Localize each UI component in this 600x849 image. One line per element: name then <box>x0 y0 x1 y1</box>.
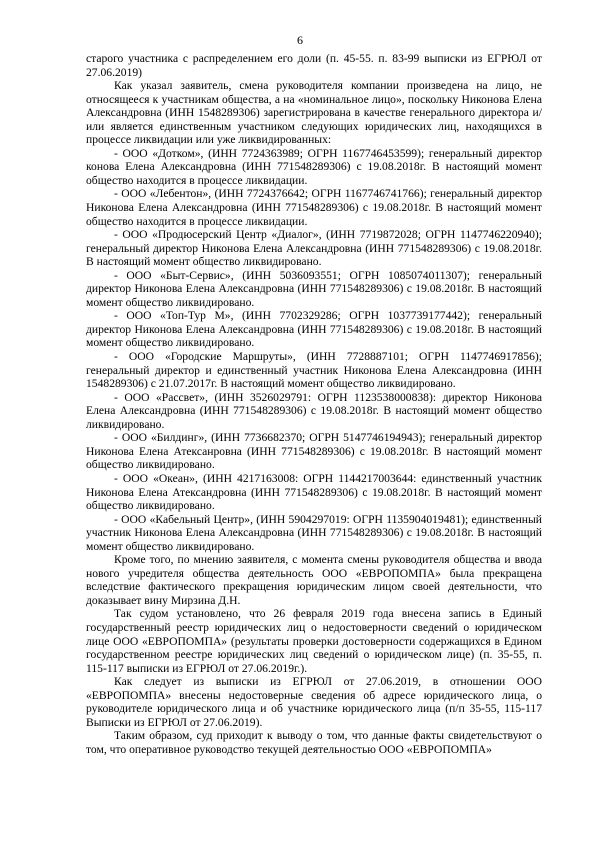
list-item-company: - ООО «Океан», (ИНН 4217163008: ОГРН 1144217003644: единственный участник Никонова Елена Атександровна (ИНН 771548289306) с 19.08.2018г. В настоящий момент общество ликвидировано. <box>86 471 542 513</box>
list-item-company: - ООО «Продюсерский Центр «Диалог», (ИНН 7719872028; ОГРН 1147746220940); генеральный директор Никонова Елена Александровна (ИНН 771548289306) с 19.08.2018г. В настоящий момент общество ликвидировано. <box>86 228 542 269</box>
list-item-company: - ООО «Городские Маршруты», (ИНН 7728887101; ОГРН 1147746917856); генеральный директор и единственный участник Никонова Елена Александровна (ИНН 1548289306) с 21.07.2017г. В настоящий момент общество ликвидировано. <box>86 350 542 391</box>
page-number: 6 <box>297 33 303 47</box>
list-item-company: - ООО «Рассвет», (ИНН 3526029791: ОГРН 1123538000838): директор Никонова Елена Александровна (ИНН 771548289306) с 19.08.2018г. В настоящий момент общество ликвидировано. <box>86 390 542 431</box>
list-item-company: - ООО «Быт-Сервис», (ИНН 5036093551; ОГРН 1085074011307); генеральный директор Никонова Елена Александровна (ИНН 771548289306) с 19.08.2018г. В настоящий момент общество ликвидировано. <box>86 268 542 309</box>
list-item-company: - ООО «Лебентон», (ИНН 7724376642; ОГРН 1167746741766); генеральный директор Никонова Елена Александровна (ИНН 771548289306) с 19.08.2018г. В настоящий момент общество находится в процессе ликвидации. <box>86 187 542 228</box>
list-item-company: - ООО «Кабельный Центр», (ИНН 5904297019: ОГРН 1135904019481); единственный участник Никонова Елена Александровна (ИНН 771548289306) с 19.08.2018г. В настоящий момент общество ликвидировано. <box>86 512 542 553</box>
paragraph-claimant-opinion: Кроме того, по мнению заявителя, с момента смены руководителя общества и ввода нового учредителя общества деятельность ООО «ЕВРОПОМПА» была прекращена вследствие фактического прекращения юридическим лицом своей деятельности, что доказывает вину Мирзина Д.Н. <box>86 553 542 607</box>
paragraph-continuation: старого участника с распределением его доли (п. 45-55. п. 83-99 выписки из ЕГРЮЛ от 27.06.2019) <box>86 52 542 79</box>
document-body <box>86 52 542 756</box>
paragraph-court-conclusion: Таким образом, суд приходит к выводу о том, что данные факты свидетельствуют о том, что оперативное руководство текущей деятельностью ООО «ЕВРОПОМПА» <box>86 729 542 756</box>
paragraph-egrul-extract: Как следует из выписки из ЕГРЮЛ от 27.06.2019, в отношении ООО «ЕВРОПОМПА» внесены недостоверные сведения об адресе юридического лица, о руководителе юридического лица и об участнике юридического лица (п/п 35-55, 115-117 Выписки из ЕГРЮЛ от 27.06.2019). <box>86 675 542 729</box>
list-item-company: - ООО «Дотком», (ИНН 7724363989; ОГРН 1167746453599); генеральный директор конова Елена Александровна (ИНН 771548289306) с 19.08.2018г. В настоящий момент общество находится в процессе ликвидации. <box>86 146 542 187</box>
paragraph-court-finding: Так судом установлено, что 26 февраля 2019 года внесена запись в Единый государственный реестр юридических лиц о недостоверности сведений о юридическом лице ООО «ЕВРОПОМПА» (результаты проверки достоверности содержащихся в Едином государственном реестре юридических лиц сведений о юридическом лице) (п. 35-55, п. 115-117 выписки из ЕГРЮЛ от 27.06.2019г.). <box>86 607 542 675</box>
list-item-company: - ООО «Топ-Тур М», (ИНН 7702329286; ОГРН 1037739177442); генеральный директор Никонова Елена Александровна (ИНН 771548289306) с 19.08.2018г. В настоящий момент общество ликвидировано. <box>86 309 542 350</box>
list-item-company: - ООО «Билдинг», (ИНН 7736682370; ОГРН 5147746194943); генеральный директор Никонова Елена Атексанровна (ИНН 771548289306) с 19.08.2018г. В настоящий момент общество ликвидировано. <box>86 431 542 472</box>
paragraph-claimant-statement: Как указал заявитель, смена руководителя компании произведена на лицо, не относящееся к участникам общества, а на «номинальное лицо», поскольку Никонова Елена Александровна (ИНН 1548289306) зарегистрирована в качестве генерального директора и/или является единственным участником следующих юридических лиц, находящихся в процессе ликвидации или уже ликвидированных: <box>86 79 542 147</box>
